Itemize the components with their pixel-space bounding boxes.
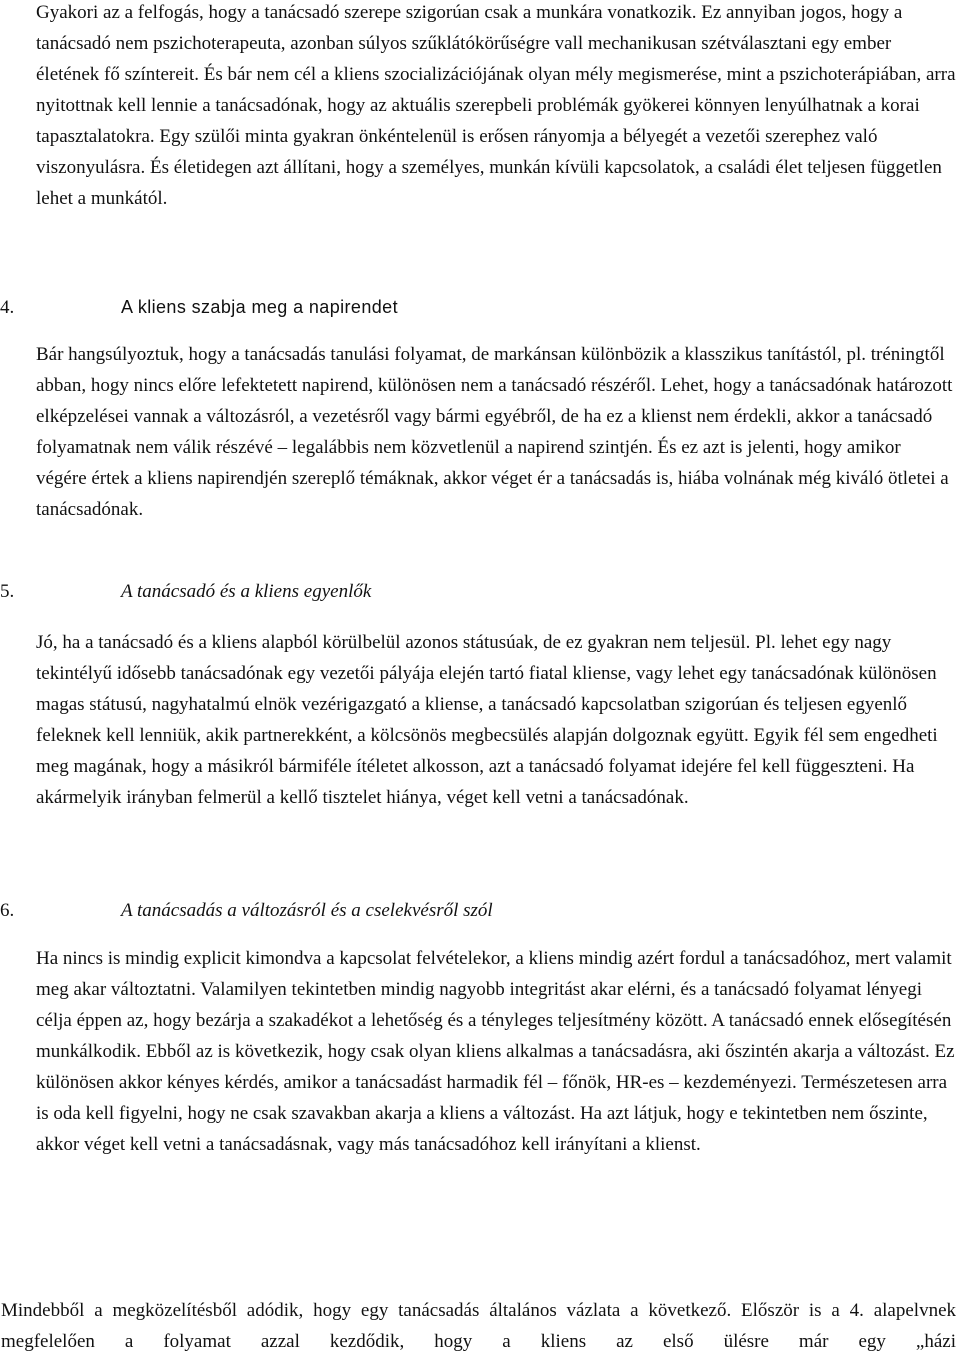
section-6-title: A tanácsadás a változásról és a cselekvésről szól	[121, 900, 493, 921]
section-6-paragraph: Ha nincs is mindig explicit kimondva a kapcsolat felvételekor, a kliens mindig azért fordul a tanácsadóhoz, mert valamit meg akar változtatni. Valamilyen tekintetben mindig nagyobb integritást akar elérni, és a tanácsadó folyamat lényegi célja éppen az, hogy bezárja a szakadékot a lehetőség és a tényleges teljesítmény között. A tanácsadó ennek elősegítésén munkálkodik. Ebből az is következik, hogy csak olyan kliens alkalmas a tanácsadásra, aki őszintén akarja a változást. Ez különösen akkor kényes kérdés, amikor a tanácsadást harmadik fél – főnök, HR-es – kezdeményezi. Természetesen arra is oda kell figyelni, hogy ne csak szavakban akarja a kliens a változást. Ha azt látjuk, hogy e tekintetben nem őszinte, akkor véget kell vetni a tanácsadásnak, vagy más tanácsadóhoz kell irányítani a klienst.	[36, 948, 955, 1155]
section-4-number: 4.	[0, 297, 15, 318]
section-6-number: 6.	[0, 900, 15, 921]
intro-paragraph: Gyakori az a felfogás, hogy a tanácsadó szerepe szigorúan csak a munkára vonatkozik. Ez annyiban jogos, hogy a tanácsadó nem pszichoterapeuta, azonban súlyos szűklátókörűségre vall mechanikusan szétválasztani egy ember életének fő színtereit. És bár nem cél a kliens szocializációjának olyan mély megismerése, mint a pszichoterápiában, arra nyitottnak kell lennie a tanácsadónak, hogy az aktuális szerepbeli problémák gyökerei könnyen lenyúlhatnak a korai tapasztalatokra. Egy szülői minta gyakran önkéntelenül is erősen rányomja a bélyegét a vezetői szerephez való viszonyulásra. És életidegen azt állítani, hogy a személyes, munkán kívüli kapcsolatok, a családi élet teljesen független lehet a munkától.	[36, 2, 956, 209]
section-4-paragraph: Bár hangsúlyoztuk, hogy a tanácsadás tanulási folyamat, de markánsan különbözik a klasszikus tanítástól, pl. tréningtől abban, hogy nincs előre lefektetett napirend, különösen nem a tanácsadó részéről. Lehet, hogy a tanácsadónak határozott elképzelései vannak a változásról, a vezetésről vagy bármi egyébről, de ha ez a klienst nem érdekli, akkor a tanácsadó folyamatnak nem válik részévé – legalábbis nem közvetlenül a napirend szintjén. És ez azt is jelenti, hogy amikor végére értek a kliens napirendjén szereplő témáknak, akkor véget ér a tanácsadás is, hiába volnának még kiváló ötletei a tanácsadónak.	[36, 344, 953, 520]
closing-paragraph: Mindebből a megközelítésből adódik, hogy egy tanácsadás általános vázlata a következő. Először is a 4. alapelvnek megfelelően a folyamat azzal kezdődik, hogy a kliens az első ülésre már egy „házi	[1, 1300, 956, 1352]
section-5-title: A tanácsadó és a kliens egyenlők	[121, 581, 372, 602]
section-5-number: 5.	[0, 581, 15, 602]
section-5-paragraph: Jó, ha a tanácsadó és a kliens alapból körülbelül azonos státusúak, de ez gyakran nem teljesül. Pl. lehet egy nagy tekintélyű idősebb tanácsadónak egy vezetői pályája elején tartó fiatal kliense, vagy lehet egy tanácsadónak különösen magas státusú, nagyhatalmú elnök vezérigazgató a kliense, a tanácsadó kapcsolatban szigorúan és teljesen egyenlő feleknek kell lenniük, akik partnerekként, a kölcsönös megbecsülés alapján dolgoznak együtt. Egyik fél sem engedheti meg magának, hogy a másikról bármiféle ítéletet alkosson, azt a tanácsadó folyamat idejére fel kell függeszteni. Ha akármelyik irányban felmerül a kellő tisztelet hiánya, véget kell vetni a tanácsadónak.	[36, 632, 938, 808]
section-4-title: A kliens szabja meg a napirendet	[121, 297, 398, 317]
